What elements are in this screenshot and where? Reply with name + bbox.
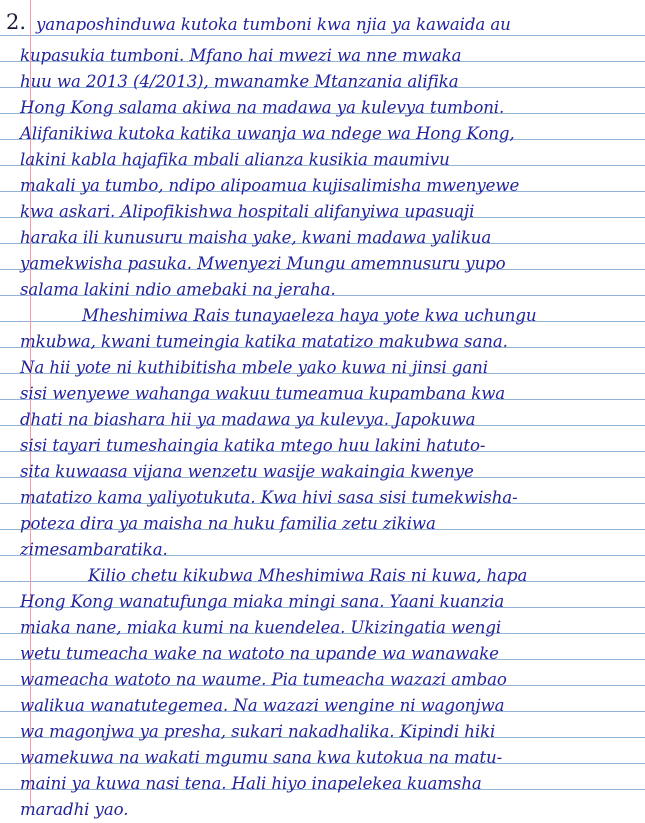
handwritten-line: wameacha watoto na waume. Pia tumeacha wazazi ambao (20, 670, 507, 689)
handwritten-line: salama lakini ndio amebaki na jeraha. (20, 280, 336, 299)
handwritten-line: Mheshimiwa Rais tunayaeleza haya yote kwa uchungu (82, 306, 537, 325)
handwritten-line: wa magonjwa ya presha, sukari nakadhalika. Kipindi hiki (20, 722, 496, 741)
page-number: 2. (6, 10, 27, 34)
handwritten-line: sisi tayari tumeshaingia katika mtego huu lakini hatuto- (20, 436, 486, 455)
handwritten-line: Kilio chetu kikubwa Mheshimiwa Rais ni kuwa, hapa (88, 566, 528, 585)
handwritten-line: haraka ili kunusuru maisha yake, kwani madawa yalikua (20, 228, 492, 247)
handwritten-line: huu wa 2013 (4/2013), mwanamke Mtanzania alifika (20, 72, 459, 91)
handwritten-line: maradhi yao. (20, 800, 129, 819)
handwritten-line: poteza dira ya maisha na huku familia zetu zikiwa (20, 514, 436, 533)
handwritten-line: dhati na biashara hii ya madawa ya kulevya. Japokuwa (20, 410, 476, 429)
handwritten-line: matatizo kama yaliyotukuta. Kwa hivi sasa sisi tumekwisha- (20, 488, 518, 507)
handwritten-line: walikua wanatutegemea. Na wazazi wengine ni wagonjwa (20, 696, 505, 715)
handwritten-line: wamekuwa na wakati mgumu sana kwa kutokua na matu- (20, 748, 503, 767)
handwritten-line: yamekwisha pasuka. Mwenyezi Mungu amemnusuru yupo (20, 254, 506, 273)
handwritten-line: maini ya kuwa nasi tena. Hali hiyo inapelekea kuamsha (20, 774, 482, 793)
handwritten-line: sita kuwaasa vijana wenzetu wasije wakaingia kwenye (20, 462, 474, 481)
handwritten-line: lakini kabla hajafika mbali alianza kusikia maumivu (20, 150, 450, 169)
handwritten-line: yanaposhinduwa kutoka tumboni kwa njia ya kawaida au (36, 15, 511, 34)
handwritten-line: sisi wenyewe wahanga wakuu tumeamua kupambana kwa (20, 384, 506, 403)
handwritten-line: makali ya tumbo, ndipo alipoamua kujisalimisha mwenyewe (20, 176, 520, 195)
handwritten-line: Hong Kong salama akiwa na madawa ya kulevya tumboni. (20, 98, 505, 117)
handwritten-line: wetu tumeacha wake na watoto na upande wa wanawake (20, 644, 499, 663)
handwritten-line: kwa askari. Alipofikishwa hospitali alifanyiwa upasuaji (20, 202, 475, 221)
handwritten-line: zimesambaratika. (20, 540, 168, 559)
handwritten-line: Na hii yote ni kuthibitisha mbele yako kuwa ni jinsi gani (20, 358, 488, 377)
handwritten-line: kupasukia tumboni. Mfano hai mwezi wa nne mwaka (20, 46, 462, 65)
handwritten-line: Alifanikiwa kutoka katika uwanja wa ndege wa Hong Kong, (20, 124, 515, 143)
handwritten-line: mkubwa, kwani tumeingia katika matatizo makubwa sana. (20, 332, 508, 351)
handwritten-line: Hong Kong wanatufunga miaka mingi sana. Yaani kuanzia (20, 592, 505, 611)
handwritten-line: miaka nane, miaka kumi na kuendelea. Ukizingatia wengi (20, 618, 502, 637)
